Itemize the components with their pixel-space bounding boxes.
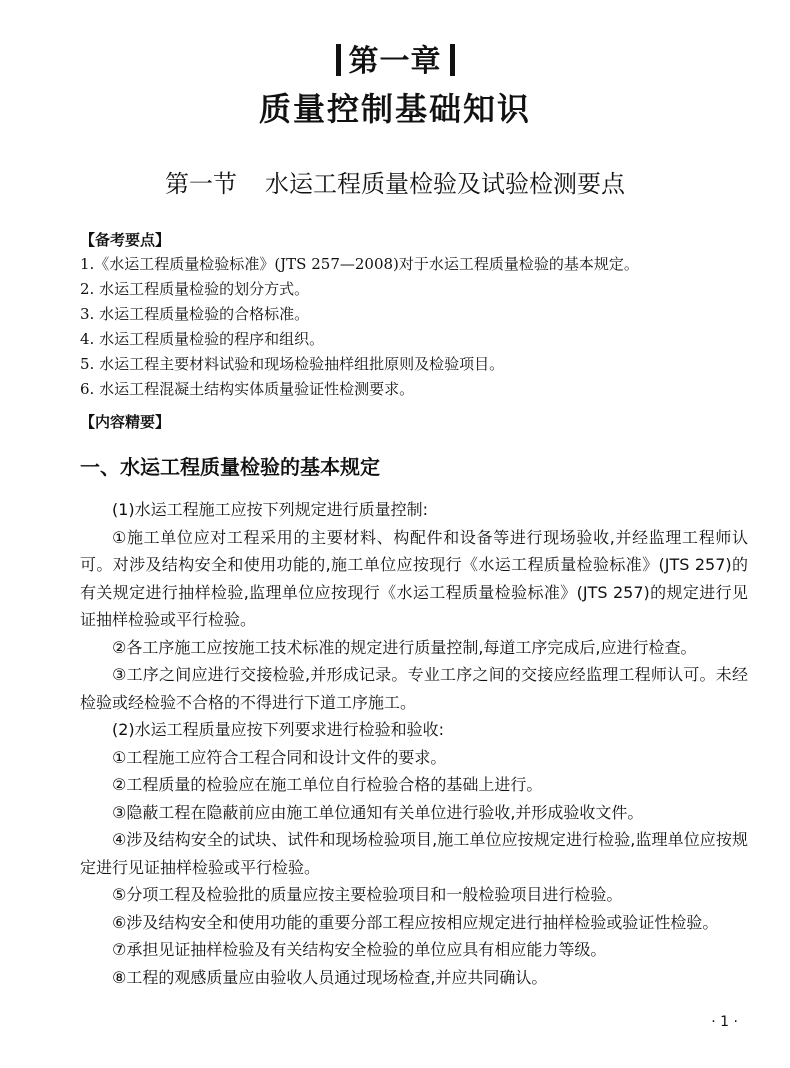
paragraph: ②工程质量的检验应在施工单位自行检验合格的基础上进行。 bbox=[112, 775, 543, 794]
paragraph: (1)水运工程施工应按下列规定进行质量控制: bbox=[112, 500, 429, 519]
paragraph: ②各工序施工应按施工技术标准的规定进行质量控制,每道工序完成后,应进行检查。 bbox=[112, 637, 697, 657]
chapter-title: 质量控制基础知识 bbox=[258, 90, 531, 128]
prep-point-item: 1.《水运工程质量检验标准》(JTS 257—2008)对于水运工程质量检验的基本规定。 bbox=[80, 255, 639, 273]
subsection-heading: 一、水运工程质量检验的基本规定 bbox=[80, 455, 380, 479]
section-number: 第一节 bbox=[165, 170, 237, 198]
paragraph: ④涉及结构安全的试块、试件和现场检验项目,施工单位应按规定进行检验,监理单位应按规定进行见证抽样检验或平行检验。 bbox=[80, 830, 748, 877]
body-text bbox=[80, 496, 748, 991]
page-number: · 1 · bbox=[711, 1014, 738, 1030]
paragraph: ⑦承担见证抽样检验及有关结构安全检验的单位应具有相应能力等级。 bbox=[112, 940, 607, 959]
prep-point-item: 4. 水运工程质量检验的程序和组织。 bbox=[80, 330, 325, 348]
paragraph: ③隐蔽工程在隐蔽前应由施工单位通知有关单位进行验收,并形成验收文件。 bbox=[112, 802, 644, 822]
chapter-bar-right bbox=[450, 44, 455, 76]
paragraph: ①工程施工应符合工程合同和设计文件的要求。 bbox=[112, 747, 447, 767]
prep-point-item: 2. 水运工程质量检验的划分方式。 bbox=[80, 280, 310, 298]
prep-points-header: 【备考要点】 bbox=[80, 231, 171, 249]
section-title bbox=[0, 168, 790, 200]
paragraph: ⑥涉及结构安全和使用功能的重要分部工程应按相应规定进行抽样检验或验证性检验。 bbox=[112, 912, 719, 932]
paragraph: ③工序之间应进行交接检验,并形成记录。专业工序之间的交接应经监理工程师认可。未经检验或经检验不合格的不得进行下道工序施工。 bbox=[80, 665, 748, 712]
paragraph: ①施工单位应对工程采用的主要材料、构配件和设备等进行现场验收,并经监理工程师认可。对涉及结构安全和使用功能的,施工单位应按现行《水运工程质量检验标准》(JTS 257)的有关规定进行抽样检验,监理单位应按现行《水运工程质量检验标准》(JTS 257)的规定进行见证抽样检验或平行检验。 bbox=[80, 527, 748, 629]
content-header: 【内容精要】 bbox=[80, 413, 171, 431]
prep-point-item: 5. 水运工程主要材料试验和现场检验抽样组批原则及检验项目。 bbox=[80, 355, 505, 373]
paragraph: ⑤分项工程及检验批的质量应按主要检验项目和一般检验项目进行检验。 bbox=[112, 885, 623, 904]
paragraph: (2)水运工程质量应按下列要求进行检验和验收: bbox=[112, 720, 445, 739]
paragraph: ⑧工程的观感质量应由验收人员通过现场检查,并应共同确认。 bbox=[112, 967, 548, 987]
section-title-text: 水运工程质量检验及试验检测要点 bbox=[265, 170, 625, 198]
chapter-label bbox=[0, 42, 790, 82]
prep-point-item: 6. 水运工程混凝土结构实体质量验证性检测要求。 bbox=[80, 380, 415, 398]
chapter-label-text: 第一章 bbox=[348, 44, 442, 79]
prep-points bbox=[80, 228, 760, 402]
chapter-bar-left bbox=[336, 44, 341, 76]
prep-point-item: 3. 水运工程质量检验的合格标准。 bbox=[80, 305, 310, 323]
